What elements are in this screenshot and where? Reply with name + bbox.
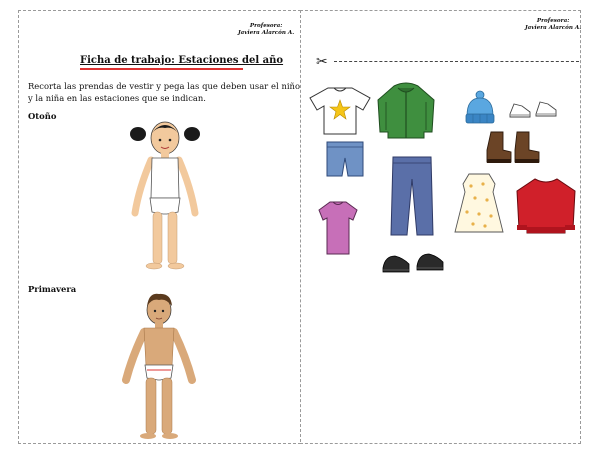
teacher-credit-left — [238, 23, 294, 37]
season-label-autumn: Otoño — [28, 111, 57, 121]
teacher-label: Profesora: — [249, 23, 283, 29]
teacher-credit-right — [525, 18, 581, 32]
floral-dress-icon[interactable] — [453, 172, 505, 234]
teacher-label: Profesora: — [536, 18, 570, 24]
girl-figure — [125, 118, 205, 273]
denim-shorts-icon[interactable] — [325, 140, 365, 178]
page-divider — [300, 10, 301, 442]
teacher-name: Javiera Alarcón A. — [525, 25, 582, 31]
white-sneakers-icon[interactable] — [508, 98, 558, 120]
cut-line — [334, 61, 579, 62]
boy-figure — [114, 292, 204, 442]
jeans-icon[interactable] — [389, 155, 435, 237]
season-label-spring: Primavera — [28, 284, 77, 294]
teacher-name: Javiera Alarcón A. — [238, 30, 295, 36]
black-shoes-icon[interactable] — [381, 250, 445, 276]
brown-boots-icon[interactable] — [485, 130, 541, 164]
red-sweater-icon[interactable] — [513, 177, 579, 235]
instructions-text: Recorta las prendas de vestir y pega las que deben usar el niño y la niña en las estaciones que se indican. — [28, 81, 300, 103]
pink-shirt-icon[interactable] — [318, 200, 358, 256]
scissors-icon: ✂ — [316, 54, 328, 70]
beanie-icon[interactable] — [464, 90, 496, 126]
title-underline — [80, 68, 243, 70]
white-tshirt-icon[interactable] — [308, 86, 372, 136]
green-jacket-icon[interactable] — [372, 82, 440, 140]
worksheet-title: Ficha de trabajo: Estaciones del año — [80, 55, 284, 66]
